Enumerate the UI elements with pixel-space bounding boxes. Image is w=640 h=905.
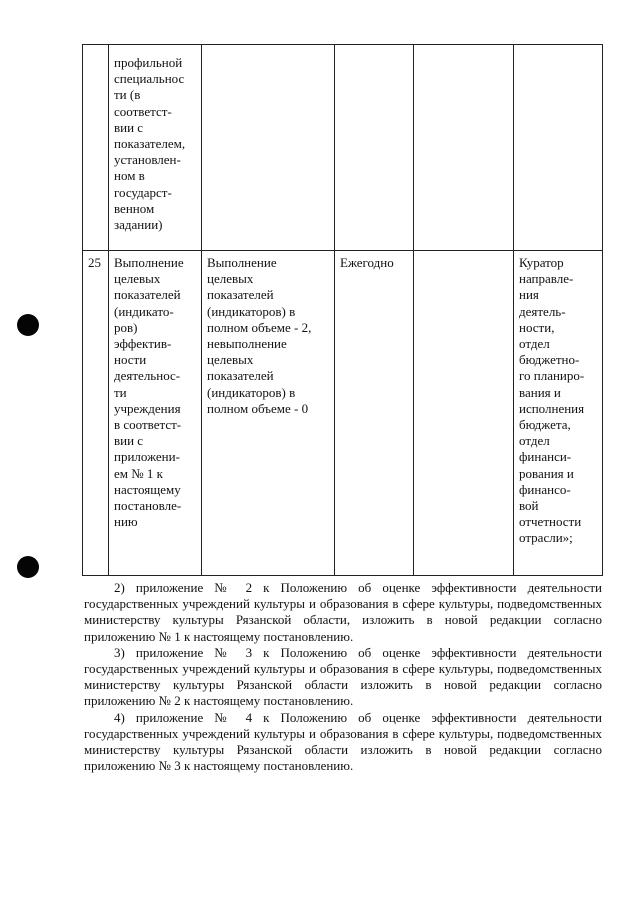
cell-number <box>83 45 109 251</box>
cell-period <box>335 45 414 251</box>
cell-criteria <box>202 45 335 251</box>
cell-number: 25 <box>83 251 109 576</box>
body-text <box>84 580 602 774</box>
paragraph: 4) приложение № 4 к Положению об оценке эффективности деятельности государственных учреждений культуры и образования в сфере культуры, подведомственных министерству культуры Рязанской области изложить в новой редакции согласно приложению № 3 к настоящему постановлению. <box>84 709 602 774</box>
punch-hole-top <box>17 314 39 336</box>
punch-hole-bottom <box>17 556 39 578</box>
cell-indicator: профильной специальнос ти (в соответст- вии с показателем, установлен- ном в государст- венном задании) <box>109 45 202 251</box>
table-row <box>83 251 603 576</box>
cell-period: Ежегодно <box>335 251 414 576</box>
table-row <box>83 45 603 251</box>
cell-col5 <box>414 45 514 251</box>
cell-responsible <box>514 45 603 251</box>
cell-indicator: Выполнение целевых показателей (индикато- ров) эффектив- ности деятельнос- ти учреждения в соответст- вии с приложени- ем № 1 к настоящему постановле- нию <box>109 251 202 576</box>
criteria-table <box>82 44 603 576</box>
cell-col5 <box>414 251 514 576</box>
cell-responsible: Куратор направле- ния деятель- ности, отдел бюджетно- го планиро- вания и исполнения бюджета, отдел финанси- рования и финансо- вой отчетности отрасли»; <box>514 251 603 576</box>
cell-criteria: Выполнение целевых показателей (индикаторов) в полном объеме - 2, невыполнение целевых показателей (индикаторов) в полном объеме - 0 <box>202 251 335 576</box>
paragraph: 3) приложение № 3 к Положению об оценке эффективности деятельности государственных учреждений культуры и образования в сфере культуры, подведомственных министерству культуры Рязанской области изложить в новой редакции согласно приложению № 2 к настоящему постановлению. <box>84 644 602 709</box>
paragraph: 2) приложение № 2 к Положению об оценке эффективности деятельности государственных учреждений культуры и образования в сфере культуры, подведомственных министерству культуры Рязанской области, изложить в новой редакции согласно приложению № 1 к настоящему постановлению. <box>84 580 602 644</box>
